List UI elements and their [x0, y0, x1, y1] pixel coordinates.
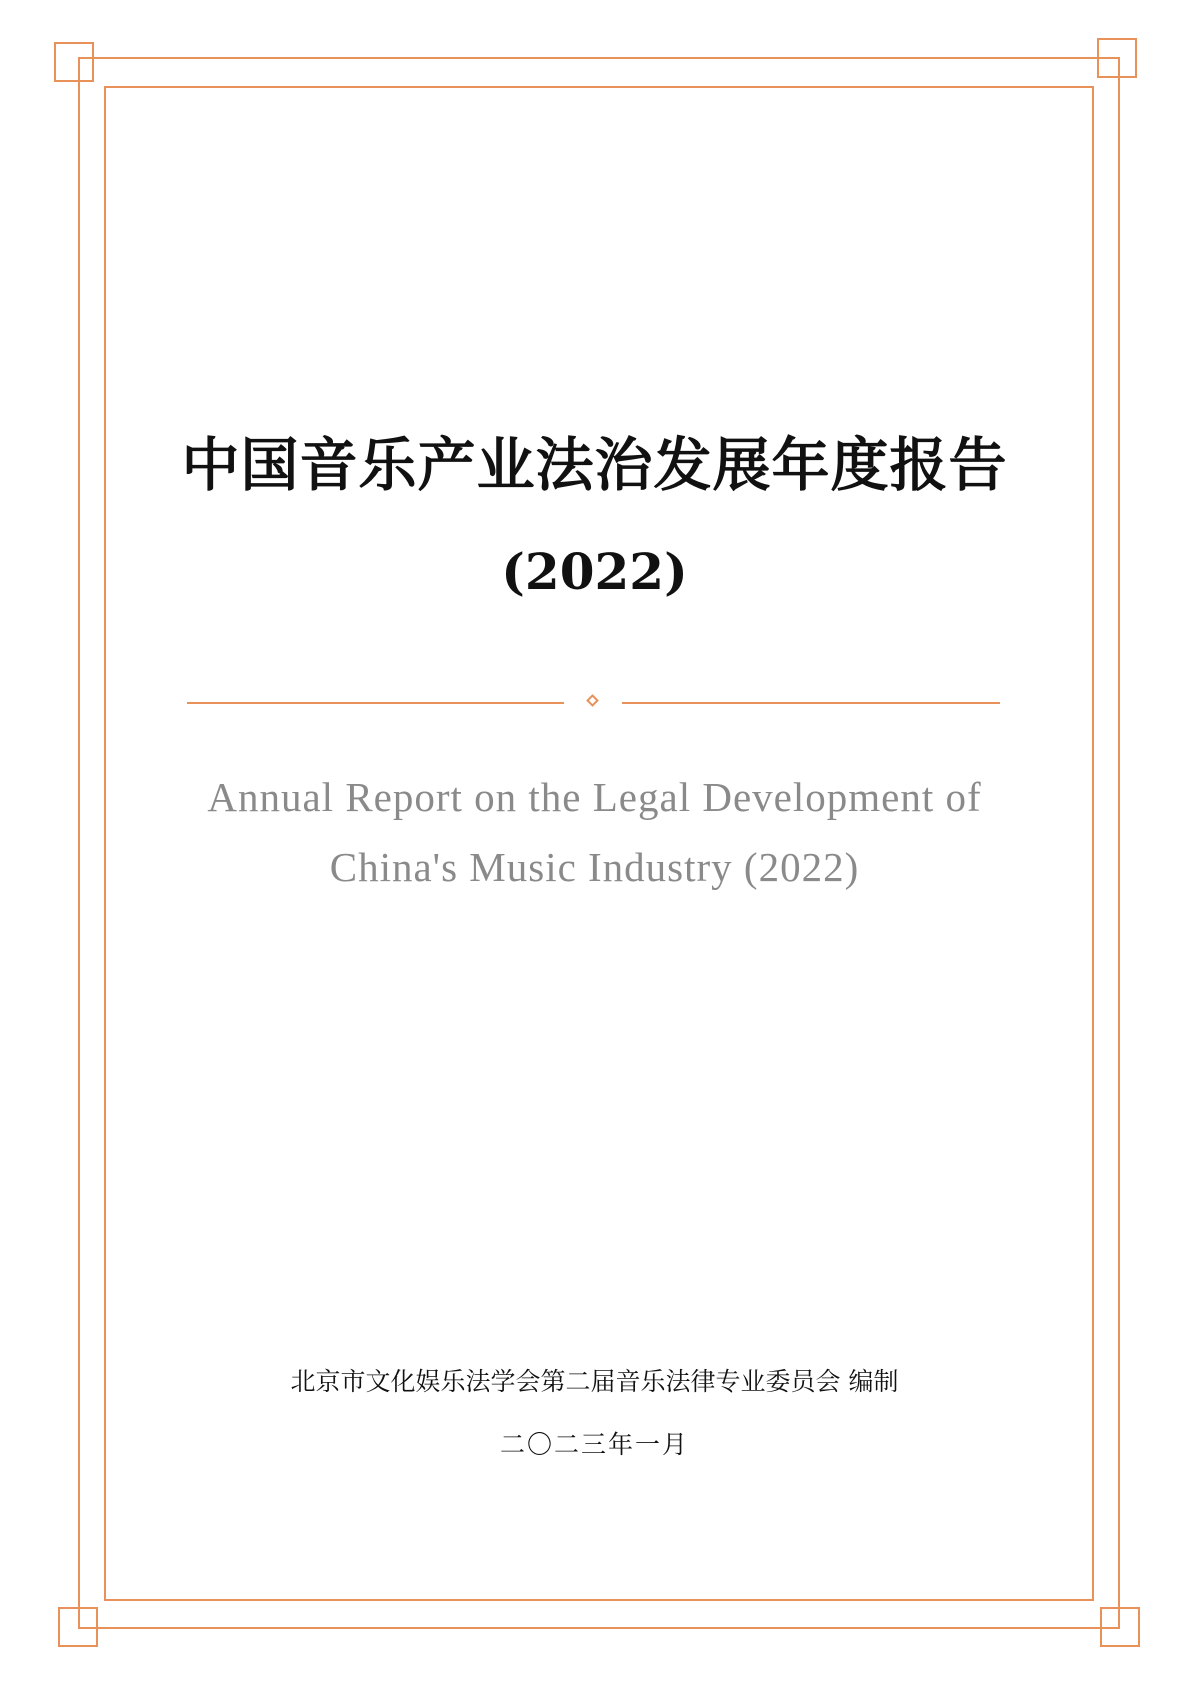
corner-ornament-bottom-left	[58, 1607, 98, 1647]
publication-date: 二〇二三年一月	[499, 1430, 689, 1459]
report-title-year: (2022)	[501, 542, 688, 601]
compiler-credit: 北京市文化娱乐法学会第二届音乐法律专业委员会 编制	[290, 1367, 899, 1396]
corner-ornament-bottom-right	[1100, 1607, 1140, 1647]
divider-line-right	[622, 702, 1000, 704]
report-title-chinese: 中国音乐产业法治发展年度报告	[181, 431, 1008, 499]
corner-ornament-top-right	[1097, 38, 1137, 78]
divider-line-left	[187, 702, 564, 704]
corner-ornament-top-left	[54, 42, 94, 82]
report-title-english-line1: Annual Report on the Legal Development of	[207, 774, 982, 820]
report-title-english-line2: China's Music Industry (2022)	[329, 844, 860, 890]
